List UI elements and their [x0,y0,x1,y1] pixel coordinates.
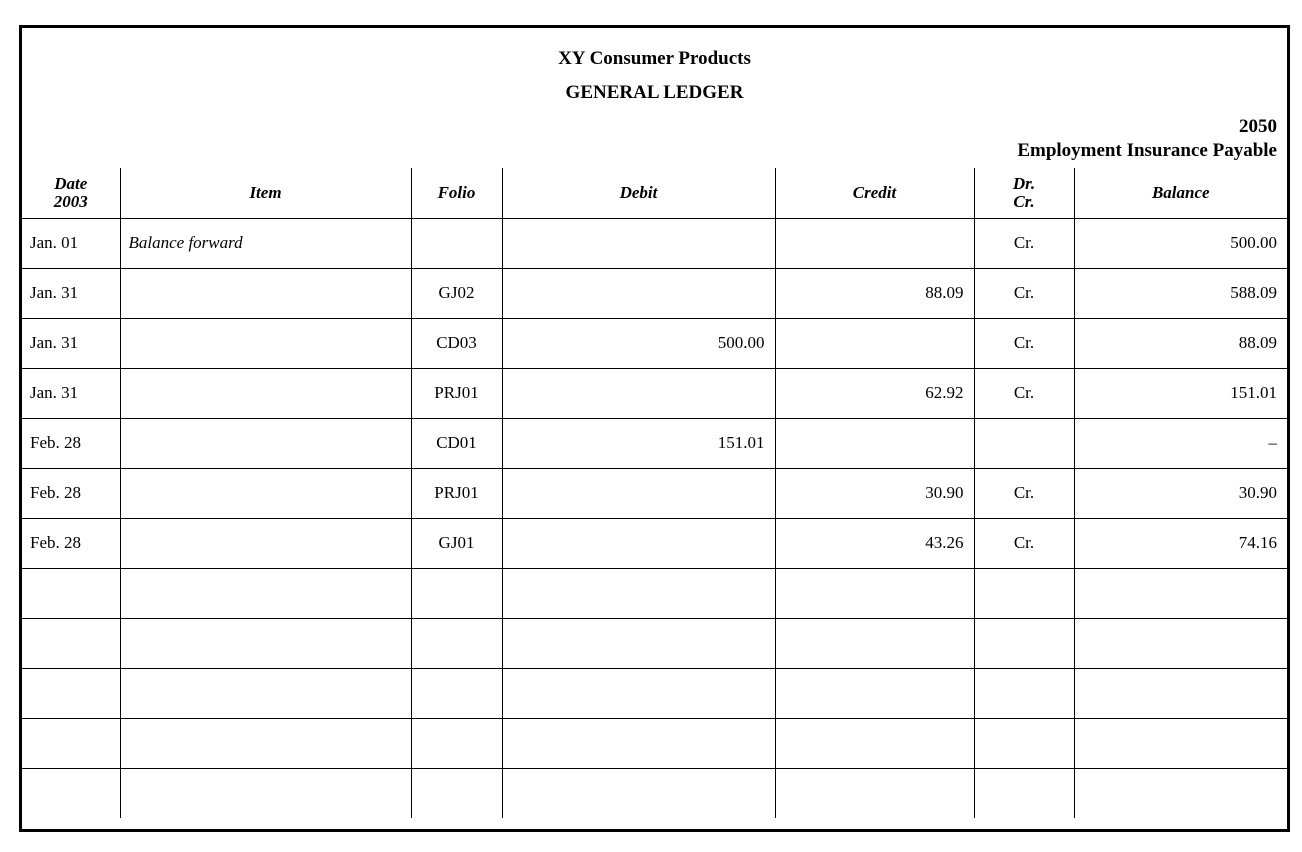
cell-credit: 43.26 [775,518,974,568]
cell-credit: 30.90 [775,468,974,518]
table-header-row [22,168,1287,218]
cell-folio: CD03 [411,318,502,368]
cell-balance [1074,568,1287,618]
table-row [22,218,1287,268]
cell-folio: PRJ01 [411,368,502,418]
cell-debit [502,368,775,418]
cell-drcr [974,418,1074,468]
table-row [22,518,1287,568]
col-header-item: Item [120,168,411,218]
cell-item [120,568,411,618]
cell-debit [502,468,775,518]
cell-drcr: Cr. [974,218,1074,268]
cell-date: Jan. 01 [22,218,120,268]
cell-date: Jan. 31 [22,268,120,318]
cell-balance: 88.09 [1074,318,1287,368]
cell-date [22,718,120,768]
cell-date: Jan. 31 [22,318,120,368]
cell-folio [411,718,502,768]
table-row [22,418,1287,468]
cell-item [120,418,411,468]
cell-folio: PRJ01 [411,468,502,518]
table-row [22,768,1287,818]
cell-credit: 88.09 [775,268,974,318]
cell-folio: CD01 [411,418,502,468]
cell-drcr: Cr. [974,468,1074,518]
cell-date: Feb. 28 [22,418,120,468]
cell-folio [411,218,502,268]
cell-folio: GJ02 [411,268,502,318]
cell-balance [1074,718,1287,768]
cell-folio [411,768,502,818]
cell-balance: 588.09 [1074,268,1287,318]
cell-drcr: Cr. [974,268,1074,318]
table-row [22,318,1287,368]
cell-item [120,318,411,368]
cell-drcr [974,718,1074,768]
table-row [22,718,1287,768]
cell-drcr [974,668,1074,718]
cell-date [22,768,120,818]
cell-balance: 500.00 [1074,218,1287,268]
cell-credit [775,568,974,618]
col-header-drcr [974,168,1074,218]
cell-item [120,468,411,518]
cell-credit [775,768,974,818]
cell-item [120,368,411,418]
cell-item [120,768,411,818]
cell-debit [502,768,775,818]
cell-debit [502,518,775,568]
col-header-balance: Balance [1074,168,1287,218]
cell-item [120,668,411,718]
cell-item [120,618,411,668]
cell-folio [411,668,502,718]
col-header-drcr-line2: Cr. [1013,191,1035,211]
cell-item [120,718,411,768]
cell-balance: 74.16 [1074,518,1287,568]
col-header-date-line2: 2003 [53,191,88,211]
col-header-debit: Debit [502,168,775,218]
cell-balance: 151.01 [1074,368,1287,418]
cell-debit [502,218,775,268]
cell-credit [775,418,974,468]
cell-drcr [974,618,1074,668]
account-name: Employment Insurance Payable [1017,140,1277,161]
table-row [22,368,1287,418]
cell-credit [775,218,974,268]
cell-balance: – [1074,418,1287,468]
cell-date: Feb. 28 [22,518,120,568]
cell-debit [502,668,775,718]
cell-date [22,668,120,718]
cell-date [22,618,120,668]
col-header-folio: Folio [411,168,502,218]
cell-drcr: Cr. [974,318,1074,368]
cell-credit [775,618,974,668]
cell-balance: 30.90 [1074,468,1287,518]
cell-debit: 500.00 [502,318,775,368]
cell-debit: 151.01 [502,418,775,468]
table-row [22,668,1287,718]
cell-drcr [974,768,1074,818]
cell-credit [775,318,974,368]
table-row [22,468,1287,518]
cell-debit [502,568,775,618]
ledger-header [22,28,1287,168]
cell-credit: 62.92 [775,368,974,418]
cell-debit [502,618,775,668]
cell-drcr: Cr. [974,368,1074,418]
cell-debit [502,718,775,768]
cell-folio: GJ01 [411,518,502,568]
cell-drcr [974,568,1074,618]
col-header-date-line1: Date [54,173,88,193]
cell-date: Jan. 31 [22,368,120,418]
ledger-frame [19,25,1290,832]
cell-credit [775,668,974,718]
table-row [22,568,1287,618]
cell-item: Balance forward [120,218,411,268]
cell-credit [775,718,974,768]
ledger-title: GENERAL LEDGER [565,82,744,103]
cell-balance [1074,768,1287,818]
cell-folio [411,618,502,668]
cell-folio [411,568,502,618]
company-name: XY Consumer Products [558,48,751,69]
cell-balance [1074,668,1287,718]
cell-date: Feb. 28 [22,468,120,518]
cell-balance [1074,618,1287,668]
table-row [22,618,1287,668]
cell-date [22,568,120,618]
table-row [22,268,1287,318]
col-header-credit: Credit [775,168,974,218]
ledger-table [22,168,1287,818]
cell-item [120,268,411,318]
col-header-drcr-line1: Dr. [1012,173,1036,193]
cell-drcr: Cr. [974,518,1074,568]
cell-item [120,518,411,568]
cell-debit [502,268,775,318]
col-header-date [22,168,120,218]
account-number: 2050 [1239,116,1277,137]
